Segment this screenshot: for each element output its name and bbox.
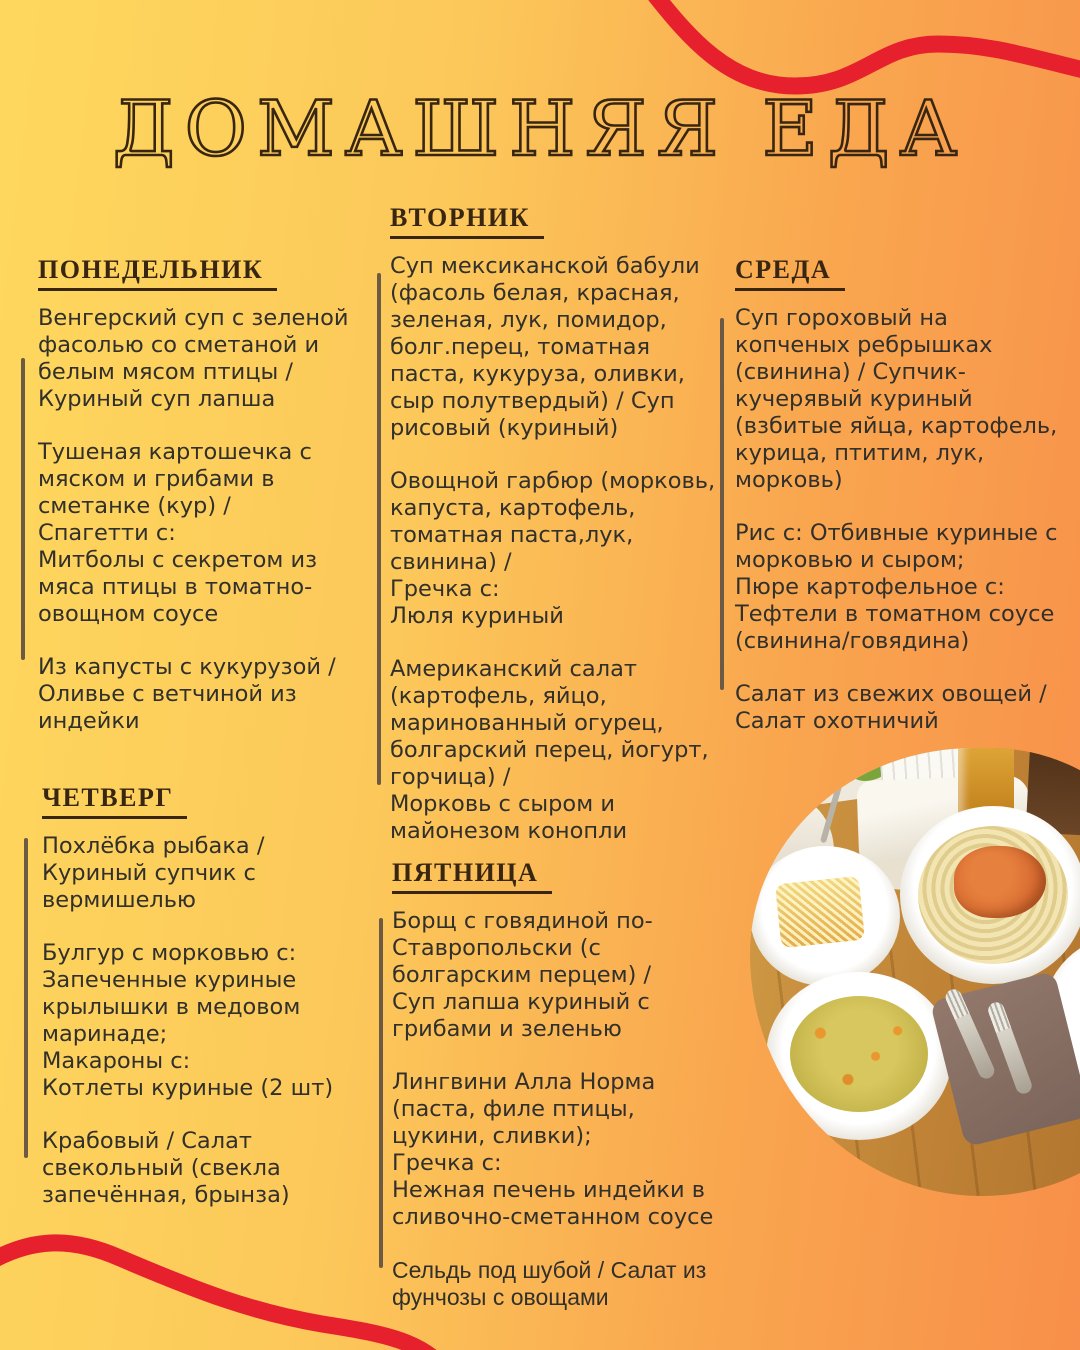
menu-block: Сельдь под шубой / Салат из фунчозы с овощами [392, 1257, 707, 1310]
divider-bar-wednesday [720, 318, 724, 690]
menu-block: Овощной гарбюр (морковь, капуста, картофель, томатная паста,лук, свинина) / Гречка с: Люля куриный [390, 468, 716, 629]
page-title: ДОМАШНЯЯ ЕДА [112, 84, 968, 173]
menu-block: Американский салат (картофель, яйцо, маринованный огурец, болгарский перец, йогурт, горчица) / Морковь с сыром и майонезом конопли [390, 656, 709, 844]
cheese-salad [775, 876, 865, 948]
day-section-thursday [42, 783, 374, 1235]
menu-block: Тушеная картошечка с мяском и грибами в сметанке (кур) / Спагетти с: Митболы с секретом из мяса птицы в томатно-овощном соусе [38, 439, 318, 627]
menu-block: Крабовый / Салат свекольный (свекла запечённая, брынза) [42, 1128, 290, 1208]
menu-block: Рис с: Отбивные куриные с морковью и сыром; Пюре картофельное с: Тефтели в томатном соусе (свинина/говядина) [735, 520, 1058, 654]
day-heading-monday: ПОНЕДЕЛЬНИК [38, 255, 277, 291]
divider-bar-monday [21, 358, 25, 660]
pea-soup [790, 996, 928, 1112]
menu-block: Лингвини Алла Норма (паста, филе птицы, цукини, сливки); Гречка с: Нежная печень индейки в сливочно-сметанном соусе [392, 1069, 714, 1230]
day-section-monday [38, 255, 368, 761]
divider-bar-friday [379, 918, 383, 1268]
day-section-friday [392, 858, 728, 1337]
day-heading-thursday: ЧЕТВЕРГ [42, 783, 187, 819]
menu-block: Из капусты с кукурузой / Оливье с ветчиной из индейки [38, 654, 336, 734]
divider-bar-thursday [24, 838, 28, 1158]
menu-block: Булгур с морковью с: Запеченные куриные крылышки в медовом маринаде; Макароны с: Котлеты куриные (2 шт) [42, 940, 334, 1101]
menu-block: Салат из свежих овощей / Салат охотничий [735, 681, 1047, 734]
menu-block: Суп мексиканской бабули (фасоль белая, красная, зеленая, лук, помидор, болг.перец, томатная паста, кукуруза, оливки, сыр полутвердый) / Суп рисовый (куриный) [390, 253, 700, 441]
menu-block: Венгерский суп с зеленой фасолью со сметаной и белым мясом птицы / Куриный суп лапша [38, 305, 349, 412]
menu-block: Похлёбка рыбака / Куриный супчик с вермишелью [42, 833, 265, 913]
day-section-wednesday [735, 255, 1065, 761]
day-heading-tuesday: ВТОРНИК [390, 203, 544, 239]
wave-decoration-top [648, 0, 1080, 86]
menu-block: Суп гороховый на копченых ребрышках (свинина) / Супчик-кучерявый куриный (взбитые яйца, картофель, курица, птитим, лук, морковь) [735, 305, 1058, 493]
menu-block: Борщ с говядиной по-Ставропольски (с болгарским перцем) / Суп лапша куриный с грибами и зеленью [392, 908, 653, 1042]
wave-decoration-bottom [0, 1243, 458, 1350]
day-heading-wednesday: СРЕДА [735, 255, 845, 291]
day-heading-friday: ПЯТНИЦА [392, 858, 552, 894]
divider-bar-tuesday [377, 273, 381, 785]
day-section-tuesday [390, 203, 720, 871]
